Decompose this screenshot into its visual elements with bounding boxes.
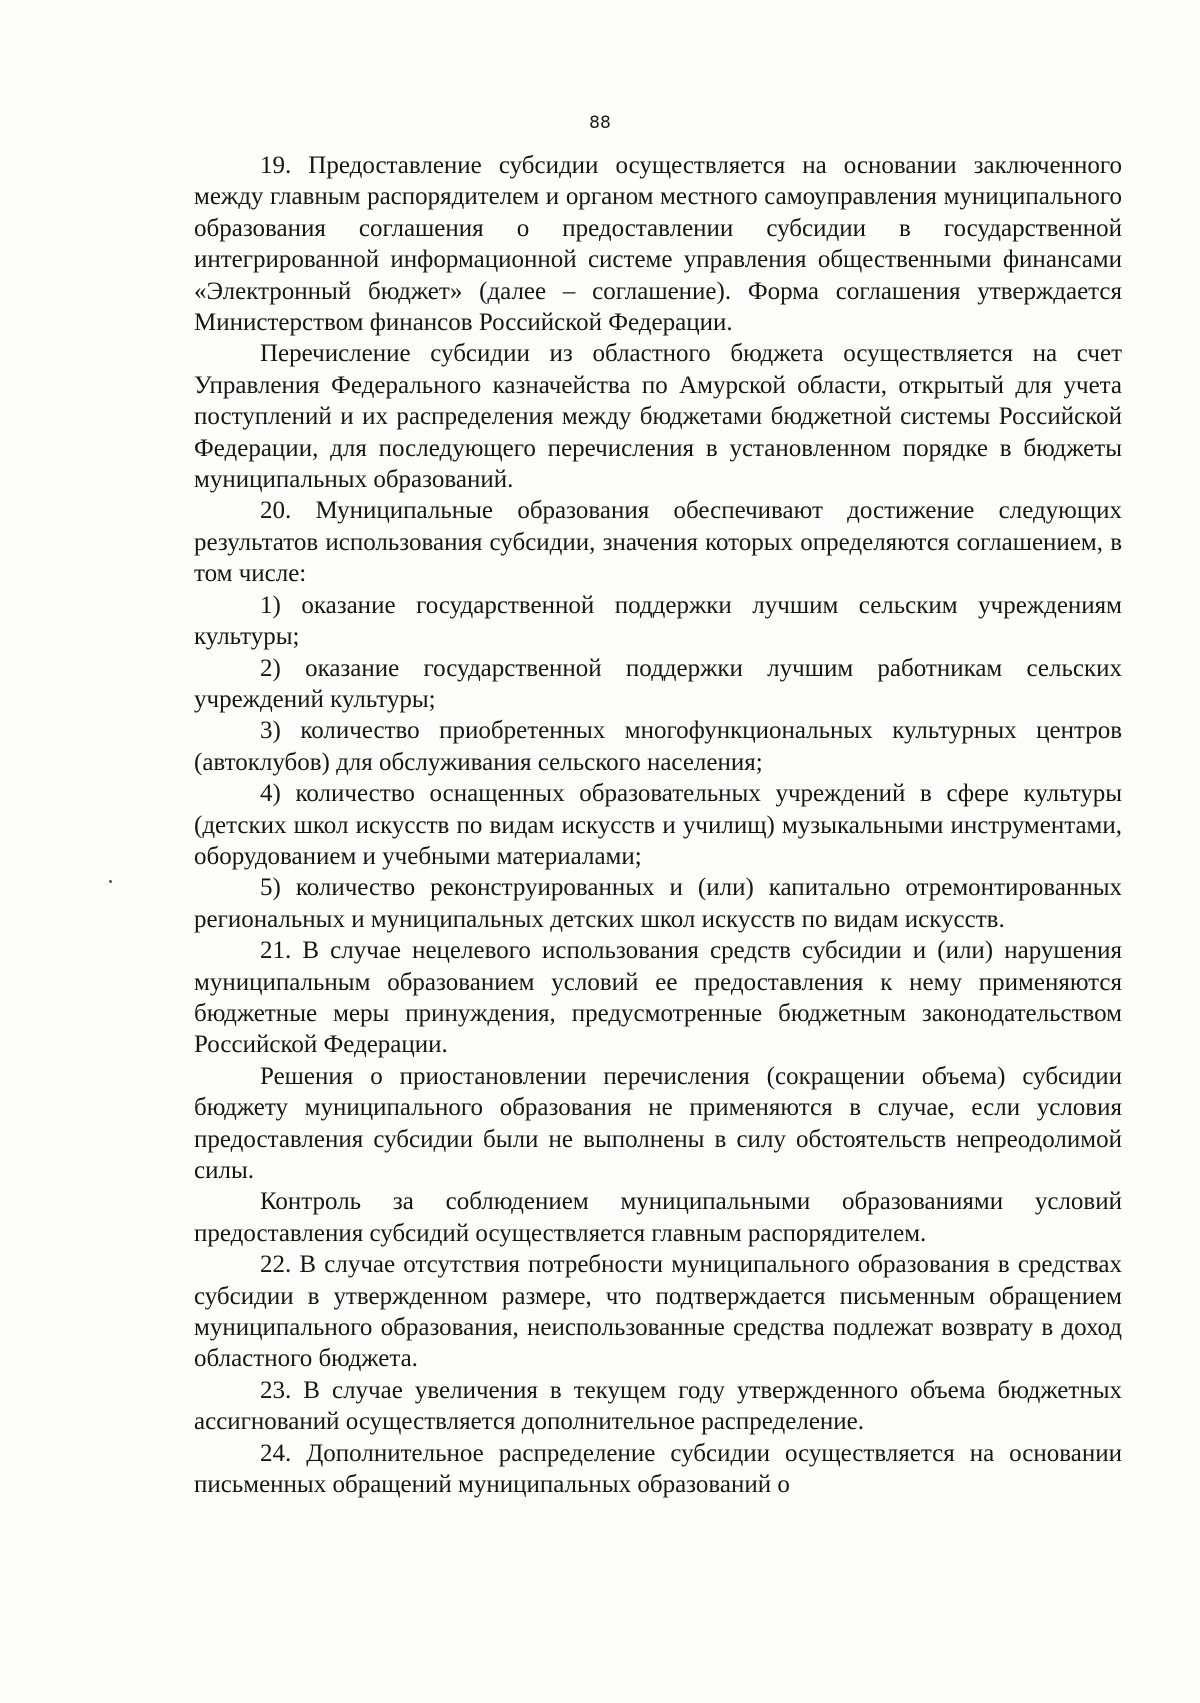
paragraph-suspension: Решения о приостановлении перечисления (сокращении объема) субсидии бюджету муниципального образования не применяются в случае, если условия предоставления субсидии были не выполнены в силу обстоятельств непреодолимой силы. (194, 1062, 1122, 1184)
paragraph-22: 22. В случае отсутствия потребности муниципального образования в средствах субсидии в утвержденном размере, что подтверждается письменным обращением муниципального образования, неиспользованные средства подлежат возврату в доход областного бюджета. (194, 1251, 1122, 1373)
paragraph-19: 19. Предоставление субсидии осуществляется на основании заключенного между главным распорядителем и органом местного самоуправления муниципального образования соглашения о предоставлении субсидии в государственной интегрированной информационной системе управления общественными финансами «Электронный бюджет» (далее – соглашение). Форма соглашения утверждается Министерством финансов Российской Федерации. (194, 152, 1122, 337)
paragraph-24: 24. Дополнительное распределение субсидии осуществляется на основании письменных обращений муниципальных образований о (194, 1439, 1122, 1499)
list-item-3: 3) количество приобретенных многофункциональных культурных центров (автоклубов) для обслуживания сельского населения; (194, 717, 1122, 776)
list-item-2: 2) оказание государственной поддержки лучшим работникам сельских учреждений культуры; (194, 654, 1122, 713)
document-body (194, 150, 1122, 1500)
page-number: 88 (589, 113, 611, 133)
paragraph-transfer: Перечисление субсидии из областного бюджета осуществляется на счет Управления Федерального казначейства по Амурской области, открытый для учета поступлений и их распределения между бюджетами бюджетной системы Российской Федерации, для последующего перечисления в установленном порядке в бюджеты муниципальных образований. (194, 340, 1122, 494)
paragraph-control: Контроль за соблюдением муниципальными образованиями условий предоставления субсидий осуществляется главным распорядителем. (194, 1188, 1122, 1247)
list-item-4: 4) количество оснащенных образовательных учреждений в сфере культуры (детских школ искусств по видам искусств и училищ) музыкальными инструментами, оборудованием и учебными материалами; (194, 780, 1122, 870)
paragraph-23: 23. В случае увеличения в текущем году утвержденного объема бюджетных ассигнований осуществляется дополнительное распределение. (194, 1376, 1122, 1436)
scan-speck (109, 880, 112, 883)
paragraph-21: 21. В случае нецелевого использования средств субсидии и (или) нарушения муниципальным образованием условий ее предоставления к нему применяются бюджетные меры принуждения, предусмотренные бюджетным законодательством Российской Федерации. (194, 937, 1122, 1059)
list-item-5: 5) количество реконструированных и (или) капитально отремонтированных региональных и муниципальных детских школ искусств по видам искусств. (194, 874, 1122, 933)
list-item-1: 1) оказание государственной поддержки лучшим сельским учреждениям культуры; (194, 591, 1122, 651)
paragraph-20: 20. Муниципальные образования обеспечивают достижение следующих результатов использования субсидии, значения которых определяются соглашением, в том числе: (194, 497, 1122, 588)
